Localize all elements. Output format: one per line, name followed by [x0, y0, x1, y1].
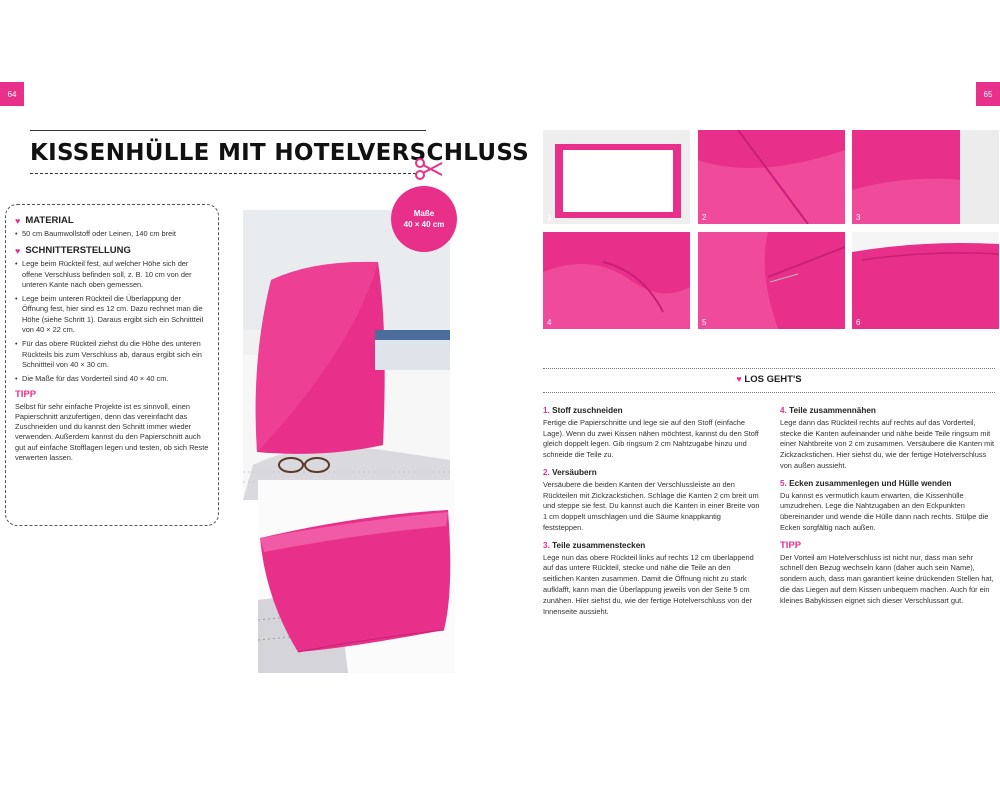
- page-title: KISSENHÜLLE MIT HOTELVERSCHLUSS: [30, 140, 530, 166]
- heart-icon: ♥: [736, 374, 742, 384]
- material-box: [5, 204, 219, 526]
- step-title: Ecken zusammenlegen und Hülle wenden: [789, 478, 952, 488]
- photo-pillow-with-book: [243, 210, 450, 500]
- step-text: Du kannst es vermutlich kaum erwarten, die Kissenhülle umzudrehen. Lege die Nahtzugaben an den Eckpunkten übereinander und wende die Hülle dann nach rechts. Stülpe die Ecken sorgfältig nach außen.: [780, 490, 989, 532]
- badge-line2: 40 × 40 cm: [403, 220, 445, 229]
- heart-icon: ♥: [15, 215, 21, 226]
- page-number-left: 64: [0, 82, 24, 106]
- title-rule-top: [30, 130, 426, 131]
- step-title: Teile zusammenstecken: [552, 540, 646, 550]
- step-photo-number: 1: [547, 213, 552, 222]
- tip-right-heading: TIPP: [780, 539, 802, 551]
- cutting-list: [15, 259, 209, 384]
- step-number: 4.: [780, 406, 787, 415]
- step-4: [780, 406, 998, 472]
- step-photo-number: 3: [856, 213, 861, 222]
- step-heading: [543, 468, 761, 479]
- step-number: 5.: [780, 478, 787, 488]
- step-text: Versäubere die beiden Kanten der Verschlussleiste an den Rückteilen mit Zickzackstichen. Schlage die Kanten 2 cm breit um und steppe sie fest. Du kannst auch die Kanten in einer Breite von 1 cm doppelt umschlagen und die Säume knappkantig feststeppen.: [543, 479, 760, 532]
- tip-right-text: Der Vorteil am Hotelverschluss ist nicht nur, dass man sehr schnell den Bezug wechseln kann (daher auch sein Name), sondern auch, dass man garantiert keine drückenden Stellen hat, die das Liegen auf dem Kissen unbequem machen. Auch für ein kleines Babykissen eignet sich dieser Verschlussart gut.: [780, 552, 994, 605]
- step-number: 1.: [543, 406, 550, 415]
- tip-right: [780, 541, 998, 607]
- step-photo-number: 2: [702, 213, 707, 222]
- badge-line1: Maße: [413, 209, 435, 218]
- material-heading: [15, 215, 209, 226]
- cutting-item: • Lege beim Rückteil fest, auf welcher Höhe sich der offene Verschluss befinden soll, z. B. 10 cm von der unteren Kante nach oben gemessen.: [15, 259, 209, 290]
- step-text: Lege nun das obere Rückteil links auf rechts 12 cm überlappend auf das untere Rückteil, stecke und nähe die Teile an den seitlichen Kanten zusammen. Damit die Öffnung nicht zu stark aufklafft, kann man die Überlappung jeweils von der Seite 5 cm zunähen. Hier siehst du, wie der fertige Hotelverschluss von der Innenseite aussieht.: [543, 552, 754, 616]
- step-heading: [780, 406, 998, 417]
- cutting-item: • Für das obere Rückteil ziehst du die Höhe des unteren Rückteils bis zum Verschluss ab, daraus ergibt sich ein Schnittteil von 40 × 30 cm.: [15, 339, 209, 370]
- step-text: Fertige die Papierschnitte und lege sie auf den Stoff (einfache Lage). Wenn du zwei Kissen nähen möchtest, kannst du den Stoff gleich doppelt legen. Gib ringsum 2 cm Nahtzugabe hinzu und schneide die Teile zu.: [543, 417, 759, 460]
- step-photo-1: [543, 130, 690, 224]
- cutting-heading-label: SCHNITTERSTELLUNG: [25, 245, 131, 257]
- tip-heading: TIPP: [15, 388, 37, 400]
- step-5: [780, 479, 998, 534]
- step-photo-4: [543, 232, 690, 329]
- los-gehts-label: LOS GEHT'S: [744, 374, 802, 385]
- step-title: Versäubern: [552, 467, 597, 477]
- step-title: Stoff zuschneiden: [552, 406, 623, 415]
- size-badge: [391, 186, 457, 252]
- title-rule-bottom: [30, 173, 416, 174]
- step-photo-3: [852, 130, 999, 224]
- step-photo-5: [698, 232, 845, 329]
- step-photo-2: [698, 130, 845, 224]
- material-item: • 50 cm Baumwollstoff oder Leinen, 140 cm breit: [15, 229, 209, 239]
- step-heading: [543, 406, 761, 417]
- los-gehts-rule-bottom: [543, 392, 995, 393]
- heart-icon: ♥: [15, 245, 21, 256]
- tip-text: Selbst für sehr einfache Projekte ist es sinnvoll, einen Papierschnitt anzufertigen, denn das vereinfacht das Zuschneiden und du kannst den Schnitt immer wieder verwenden. Außerdem kannst du den Papierschnitt auch gut auf einfache Stofflagen legen und testen, ob sich Reste verwerten lassen.: [15, 401, 209, 463]
- step-photo-number: 5: [702, 318, 707, 327]
- step-1: [543, 406, 761, 461]
- step-photo-number: 4: [547, 318, 552, 327]
- step-number: 2.: [543, 467, 550, 477]
- page-number-right: 65: [976, 82, 1000, 106]
- step-text: Lege dann das Rückteil rechts auf rechts auf das Vorderteil, stecke die Kanten aufeinander und nähe beide Teile ringsum mit einer Nahtbreite von 2 cm zusammen. Versäubere die Kanten mit Zickzackstichen. Hier siehst du, wie der fertige Hotelverschluss von außen aussieht.: [780, 417, 995, 470]
- step-heading: [780, 479, 998, 490]
- photo-pillow-back: [258, 480, 455, 673]
- step-3: [543, 541, 761, 618]
- step-2: [543, 468, 761, 534]
- step-title: Teile zusammennähen: [789, 406, 876, 415]
- steps-column-right: [780, 406, 998, 614]
- steps-column-left: [543, 406, 761, 624]
- step-photo-number: 6: [856, 318, 861, 327]
- scissors-icon: [414, 158, 444, 180]
- los-gehts-rule-top: [543, 368, 995, 369]
- material-heading-label: MATERIAL: [25, 215, 74, 226]
- cutting-heading: [15, 245, 209, 256]
- step-photo-6: [852, 232, 999, 329]
- cutting-item: • Die Maße für das Vorderteil sind 40 × 40 cm.: [15, 374, 209, 384]
- cutting-item: • Lege beim unteren Rückteil die Überlappung der Öffnung fest, hier sind es 12 cm. Dazu rechnet man die Höhe (siehe Schritt 1). Daraus ergibt sich ein Schnittteil von 40 × 22 cm.: [15, 294, 209, 335]
- step-number: 3.: [543, 540, 550, 550]
- step-heading: [543, 541, 761, 552]
- material-list: [15, 229, 209, 239]
- los-gehts-heading: [543, 374, 995, 385]
